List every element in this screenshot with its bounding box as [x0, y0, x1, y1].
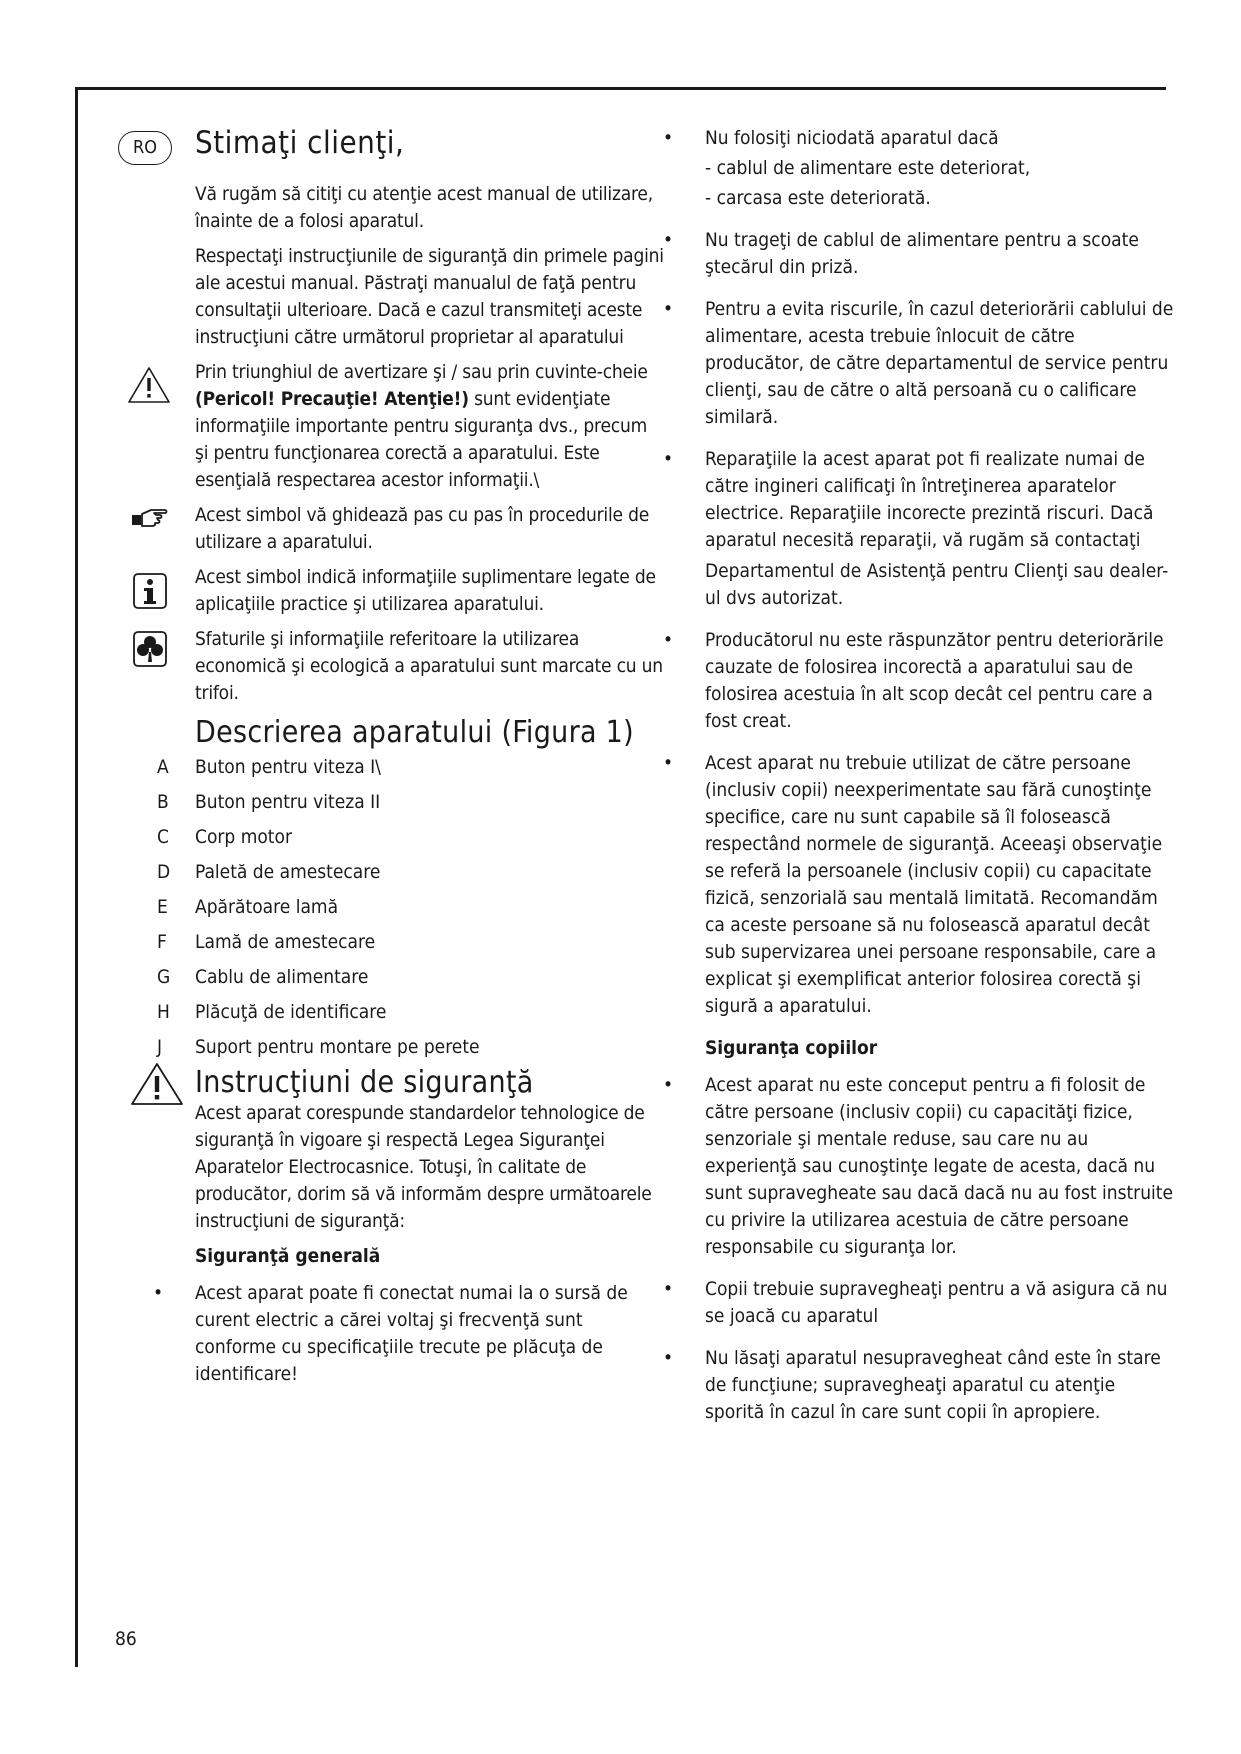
- part-label: Apărătoare lamă: [195, 896, 339, 918]
- list-item: [157, 750, 665, 785]
- bullet-main-text: Reparaţiile la acest aparat pot fi realizate numai de către ingineri calificaţi în întreţinerea aparatelor electrice. Reparaţiile incorecte prezintă riscuri. Dacă aparatul necesită reparaţii, vă rugăm să contactaţi: [705, 448, 1154, 551]
- part-letter: B: [157, 791, 169, 813]
- list-item: [157, 995, 665, 1030]
- part-letter: J: [157, 1036, 163, 1058]
- warning-keywords: (Pericol! Precauţie! Atenţie!): [195, 388, 469, 410]
- part-label: Suport pentru montare pe perete: [195, 1036, 480, 1058]
- info-paragraph: Acest simbol indică informaţiile suplimentare legate de aplicaţiile practice şi utilizarea aparatului.: [195, 566, 656, 615]
- part-label: Cablu de alimentare: [195, 966, 369, 988]
- bullet-main-text: Nu folosiţi niciodată aparatul dacă: [705, 127, 999, 149]
- part-letter: G: [157, 966, 171, 988]
- part-label: Buton pentru viteza I\: [195, 756, 381, 778]
- bullet-item: • Pentru a evita riscurile, în cazul deteriorării cablului de alimentare, acesta trebuie înlocuit de către producător, de către departamentul de service pentru clienţi, sau de către o altă persoană cu o calificare similară.: [705, 296, 1175, 431]
- part-letter: H: [157, 1001, 170, 1023]
- bullet-item: • Acest aparat nu este conceput pentru a fi folosit de către persoane (inclusiv copii) cu capacităţi fizice, senzoriale şi mentale reduse, sau care nu au experienţă sau cunoştinţe legate de acesta, dacă nu sunt supravegheate sau dacă dacă nu au fost instruite cu privire la utilizarea acestuia de către persoane responsabile cu siguranţa lor.: [705, 1072, 1175, 1261]
- trefoil-paragraph: Sfaturile şi informaţiile referitoare la utilizarea economică şi ecologică a aparatului sunt marcate cu un trifoi.: [195, 628, 663, 704]
- greeting-heading: Stimaţi clienţi,: [195, 125, 405, 161]
- description-heading: Descrierea aparatului (Figura 1): [195, 715, 634, 750]
- bullet-item: • Producătorul nu este răspunzător pentru deteriorările cauzate de folosirea incorectă a aparatului sau de folosirea acestuia în alt scop decât cel pentru care a fost creat.: [705, 627, 1175, 735]
- list-item: [157, 1030, 665, 1065]
- child-safety-subheading: Siguranţa copiilor: [705, 1037, 878, 1059]
- info-icon: [132, 572, 168, 610]
- part-label: Paletă de amestecare: [195, 861, 381, 883]
- bullet-sub-item: - cablul de alimentare este deteriorat,: [705, 157, 1031, 179]
- warning-text-post: sunt evidenţiate informaţiile importante pentru siguranţa dvs., precum şi pentru funcţionarea corectă a aparatului. Este esenţială respectarea acestor informaţii.\: [195, 388, 648, 491]
- page-number: 86: [115, 1628, 137, 1650]
- part-label: Lamă de amestecare: [195, 931, 376, 953]
- general-safety-bullet: • Acest aparat poate fi conectat numai la o sursă de curent electric a cărei voltaj şi frecvenţă sunt conforme cu specificaţiile trecute pe plăcuţa de identificare!: [195, 1280, 665, 1388]
- bullet-item: • Copii trebuie supravegheaţi pentru a vă asigura că nu se joacă cu aparatul: [705, 1276, 1175, 1330]
- language-badge: RO: [118, 131, 172, 165]
- bullet-sub-item: - carcasa este deteriorată.: [705, 187, 931, 209]
- part-letter: E: [157, 896, 168, 918]
- intro-paragraph-1: Vă rugăm să citiţi cu atenţie acest manual de utilizare, înainte de a folosi aparatul.: [195, 183, 653, 232]
- list-item: [157, 785, 665, 820]
- part-label: Buton pentru viteza II: [195, 791, 381, 813]
- warning-triangle-icon: [127, 365, 171, 405]
- right-column: [705, 125, 1175, 1441]
- bullet-item: [705, 125, 1175, 212]
- bullet-item: • Acest aparat nu trebuie utilizat de către persoane (inclusiv copii) neexperimentate sau fără cunoştinţe specifice, care nu sunt capabile să îl folosească respectând normele de siguranţă. Aceeaşi observaţie se referă la persoanele (inclusiv copii) cu capacitate fizică, senzorială sau mentală limitată. Recomandăm ca aceste persoane să nu folosească aparatul decât sub supervizarea unei persoane responsabile, care a explicat şi exemplificat anterior folosirea corectă şi sigură a aparatului.: [705, 750, 1175, 1020]
- trefoil-icon: [132, 630, 168, 668]
- bullet-item: [705, 446, 1175, 612]
- left-rule: [75, 87, 78, 1667]
- safety-heading: [195, 1065, 665, 1100]
- safety-heading-text: Instrucţiuni de siguranţă: [195, 1065, 534, 1100]
- warning-text-pre: Prin triunghiul de avertizare şi / sau prin cuvinte-cheie: [195, 361, 648, 383]
- list-item: [157, 820, 665, 855]
- bullet-item: • Nu trageţi de cablul de alimentare pentru a scoate ştecărul din priză.: [705, 227, 1175, 281]
- hand-symbol-row: [195, 502, 665, 556]
- part-letter: F: [157, 931, 167, 953]
- hand-paragraph: Acest simbol vă ghidează pas cu pas în procedurile de utilizare a aparatului.: [195, 504, 650, 553]
- warning-symbol-row: [195, 359, 665, 494]
- top-rule: [75, 87, 1166, 90]
- bullet-continuation: Departamentul de Asistenţă pentru Clienţi sau dealer-ul dvs autorizat.: [705, 560, 1169, 609]
- warning-triangle-icon: [129, 1061, 185, 1107]
- list-item: [157, 925, 665, 960]
- part-label: Plăcuţă de identificare: [195, 1001, 387, 1023]
- part-letter: C: [157, 826, 169, 848]
- part-letter: D: [157, 861, 171, 883]
- list-item: [157, 960, 665, 995]
- trefoil-symbol-row: [195, 626, 665, 707]
- info-symbol-row: [195, 564, 665, 618]
- bullet-item: • Nu lăsaţi aparatul nesupravegheat când este în stare de funcţiune; supravegheaţi aparatul cu atenţie sporită în cazul în care sunt copii în apropiere.: [705, 1345, 1175, 1426]
- list-item: [157, 890, 665, 925]
- part-label: Corp motor: [195, 826, 292, 848]
- intro-paragraph-2: Respectaţi instrucţiunile de siguranţă din primele pagini ale acestui manual. Păstraţi manualul de faţă pentru consultaţii ulterioare. Dacă e cazul transmiteţi aceste instrucţiuni către următorul proprietar al aparatului: [195, 245, 664, 348]
- part-letter: A: [157, 756, 169, 778]
- list-item: [157, 855, 665, 890]
- safety-intro-paragraph: Acest aparat corespunde standardelor tehnologice de siguranţă în vigoare şi respectă Legea Siguranţei Aparatelor Electrocasnice. Totuşi, în calitate de producător, dorim să vă informăm despre următoarele instrucţiuni de siguranţă:: [195, 1102, 652, 1232]
- parts-list: [157, 750, 665, 1065]
- left-column: [157, 125, 665, 1403]
- general-safety-subheading: Siguranţă generală: [195, 1245, 381, 1267]
- pointing-hand-icon: [129, 506, 169, 530]
- warning-paragraph: [195, 359, 665, 494]
